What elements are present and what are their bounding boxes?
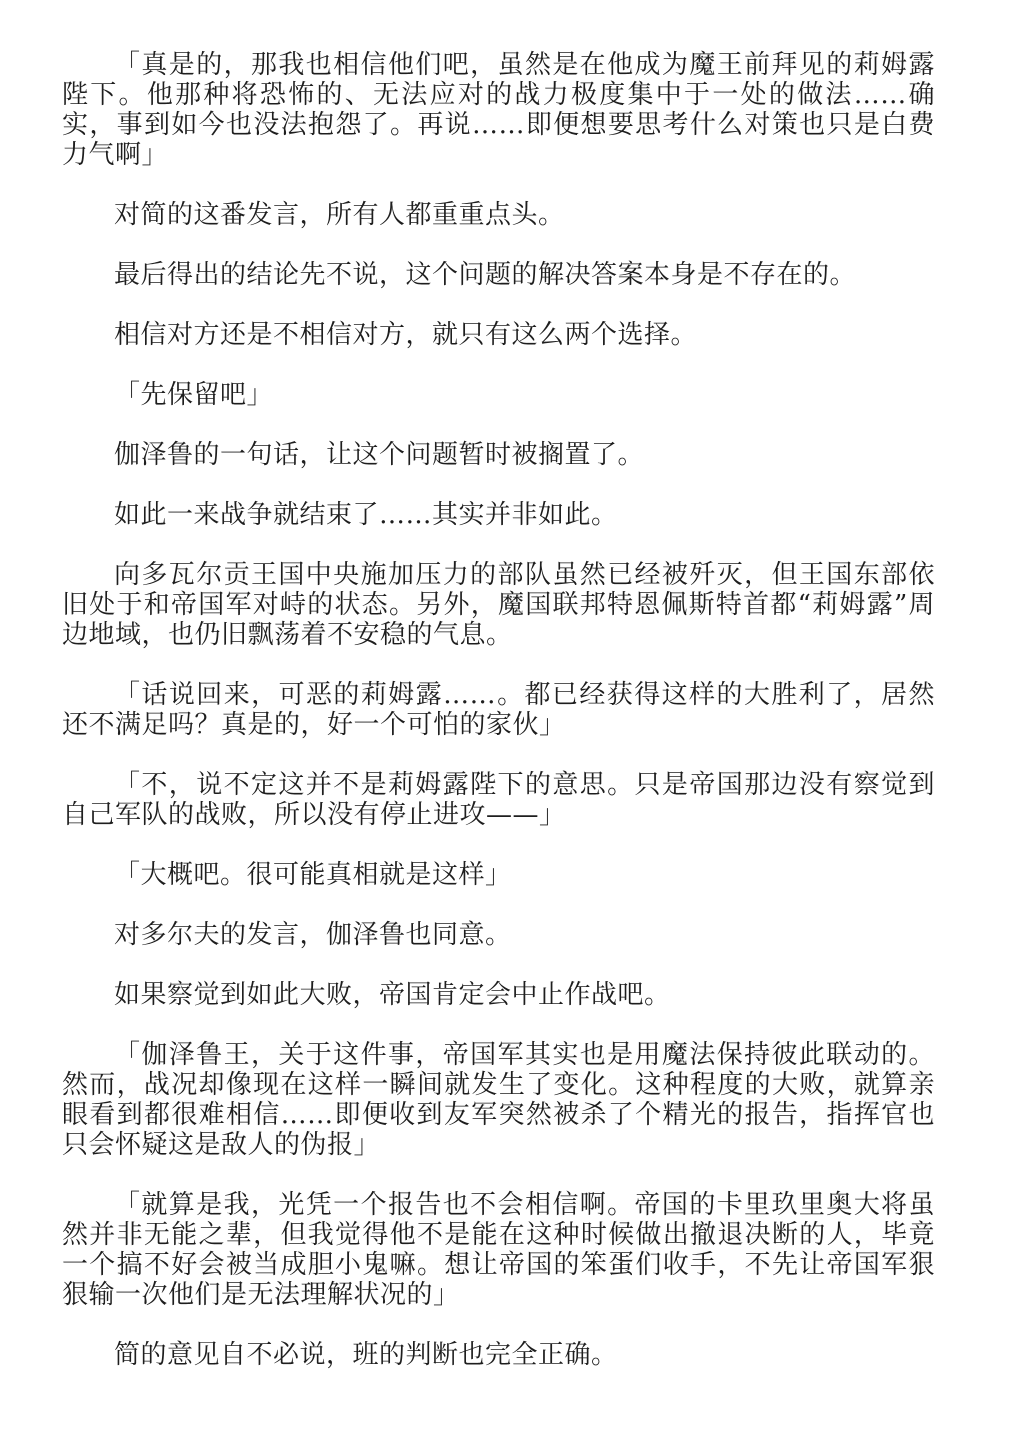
paragraph-02: 对简的这番发言，所有人都重重点头。 <box>114 200 565 230</box>
paragraph-13: 如果察觉到如此大败，帝国肯定会中止作战吧。 <box>114 980 671 1010</box>
book-page <box>62 50 935 1370</box>
paragraph-11: 「大概吧。很可能真相就是这样」 <box>114 860 512 890</box>
paragraph-16: 简的意见自不必说，班的判断也完全正确。 <box>114 1340 618 1370</box>
paragraph-09: 「话说回来，可恶的莉姆露……。都已经获得这样的大胜利了，居然还不满足吗？真是的，好一个可怕的家伙」 <box>62 680 935 740</box>
paragraph-05: 「先保留吧」 <box>114 380 274 410</box>
paragraph-08: 向多瓦尔贡王国中央施加压力的部队虽然已经被歼灭，但王国东部依旧处于和帝国军对峙的状态。另外，魔国联邦特恩佩斯特首都“莉姆露”周边地域，也仍旧飘荡着不安稳的气息。 <box>62 560 935 650</box>
paragraph-12: 对多尔夫的发言，伽泽鲁也同意。 <box>114 920 512 950</box>
paragraph-01: 「真是的，那我也相信他们吧，虽然是在他成为魔王前拜见的莉姆露陛下。他那种将恐怖的、无法应对的战力极度集中于一处的做法……确实，事到如今也没法抱怨了。再说……即便想要思考什么对策也只是白费力气啊」 <box>62 50 935 170</box>
paragraph-14: 「伽泽鲁王，关于这件事，帝国军其实也是用魔法保持彼此联动的。然而，战况却像现在这样一瞬间就发生了变化。这种程度的大败，就算亲眼看到都很难相信……即便收到友军突然被杀了个精光的报告，指挥官也只会怀疑这是敌人的伪报」 <box>62 1040 935 1160</box>
paragraph-04: 相信对方还是不相信对方，就只有这么两个选择。 <box>114 320 698 350</box>
paragraph-10: 「不，说不定这并不是莉姆露陛下的意思。只是帝国那边没有察觉到自己军队的战败，所以没有停止进攻——」 <box>62 770 935 830</box>
paragraph-15: 「就算是我，光凭一个报告也不会相信啊。帝国的卡里玖里奥大将虽然并非无能之辈，但我觉得他不是能在这种时候做出撤退决断的人，毕竟一个搞不好会被当成胆小鬼嘛。想让帝国的笨蛋们收手，不先让帝国军狠狠输一次他们是无法理解状况的」 <box>62 1190 935 1310</box>
paragraph-07: 如此一来战争就结束了……其实并非如此。 <box>114 500 618 530</box>
paragraph-06: 伽泽鲁的一句话，让这个问题暂时被搁置了。 <box>114 440 645 470</box>
paragraph-03: 最后得出的结论先不说，这个问题的解决答案本身是不存在的。 <box>114 260 857 290</box>
